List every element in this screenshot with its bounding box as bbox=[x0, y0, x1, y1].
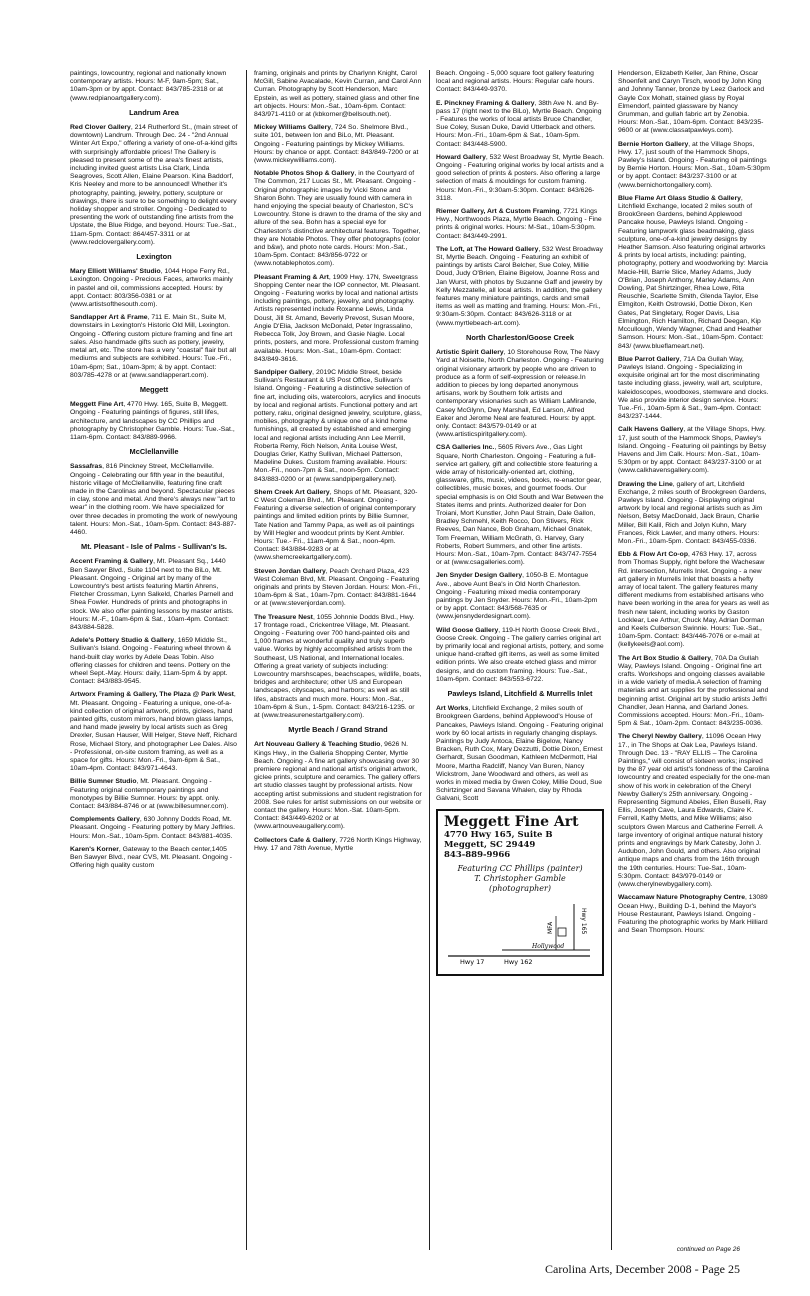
section-heading: Mt. Pleasant - Isle of Palms - Sullivan's Is. bbox=[81, 542, 227, 552]
section-heading: Meggett bbox=[139, 384, 169, 394]
gallery-listing bbox=[70, 314, 238, 380]
map-label-hwy17: Hwy 17 bbox=[460, 957, 485, 966]
column-divider bbox=[429, 70, 430, 1250]
gallery-name: Steven Jordan Gallery bbox=[254, 567, 326, 575]
listing-text: , in the Courtyard of The Common, 217 Lucas St., Mt. Pleasant. Ongoing - Original photographic images by Vicki Stone and Sharon Bohn. They are usually found with camera in hand enjoying the special beauty of Charleston, SC's Lowcountry. Stone is drawn to the drama of the sky and allure of the sea. Bohn has a special eye for Charleston's distinctive architectural features. Together, they are Notable Photos. They offer photographs (color and b&w), and photo note cards. Hours: Mon.-Sat., 10am-5pm. Contact: 843/856-9722 or (www.notablephotos.com). bbox=[254, 170, 422, 268]
listing-text: , 1909 Hwy. 17N, Sweetgrass Shopping Center near the IOP connector, Mt. Pleasant. Ongoing - Featuring works by local and national artists including paintings, pottery, jewelry, and photography. Artists represented include Roxanne Lewis, Linda Doust, Jill St. Amand, Beverly Prevost, Susan Moore, Angie D'Elia, Jackson McDonald, Peter Ingrassalino, Rebecca Tolk, Joy Brown, and Gasie Nagle. Local prints, posters, and more. Professional custom framing available. Hours: Mon.-Sat., 10am-6pm. Contact: 843/849-3616. bbox=[254, 273, 421, 363]
map-label-hwy162: Hwy 162 bbox=[504, 957, 533, 966]
ad-feature-painter: Featuring CC Phillips (painter) bbox=[457, 863, 583, 873]
listing-text: , 532 West Broadway St, Myrtle Beach. Ongoing - Featuring original works by local artists and a good selection of prints & posters. Also offering a large selection of mats & mouldings for custom framing. Hours: Mon.-Fri., 9:30am-5:30pm. Contact: 843/626-3118. bbox=[436, 153, 604, 202]
gallery-listing bbox=[618, 733, 770, 889]
listing-text: Henderson, Elizabeth Keller, Jan Rhine, Oscar Shoenfelt and Caryn Tirsch, wood by John King and Johnny Tanner, bronze by Leez Garlock and Gayle Cox Mohatt, stained glass by Royal Elmendorf, painted glassware by Nancy Grumman, and gullah fabric art by Zenobia. Hours: Mon.-Sat., 10am-6pm. Contact: 843/235-9600 or at (www.classatpawleys.com). bbox=[618, 70, 765, 135]
listing-text: , Mt. Pleasant. Ongoing - Featuring a unique, one-of-a-kind collection of original artwork, prints, giclees, hand painted gifts, custom mirrors, hand blown glass lamps, and hand made jewelry by local artists such as Greg Drexler, Susan Hauser, Will Helger, Steve Neff, Richard Rose, Michael Story, and photographer Lee Dales. Also - Professional, on-site custom framing, as well as a space for gifts. Hours: Mon.-Fri., 9am-6pm & Sat., 10am-4pm. Contact: 843/971-4643. bbox=[70, 691, 237, 773]
map-label-hwy165: Hwy 165 bbox=[580, 907, 587, 934]
gallery-name: Mary Elliott Williams' Studio bbox=[70, 268, 161, 276]
column-3 bbox=[436, 70, 604, 1250]
gallery-name: Pleasant Framing & Art bbox=[254, 273, 329, 281]
listing-text: , 4763 Hwy. 17, across from Thomas Supply, right before the Wachesaw Rd. intersection, Murrells Inlet. Ongoing - a new art gallery in Murrells Inlet that boasts a hefty array of local talent. The gallery features many different mediums from established artisans who have been working in the area for years as well as fresh new talent, including works by Gaston Locklear, Lee Arthur, Chuck May, Adrian Dorman and Keels Culberson Swinnie. Hours: Tue.-Sat., 10am-5pm. Contact: 843/446-7076 or e-mail at (kellykeels@aol.com). bbox=[618, 551, 770, 649]
page-footer: Carolina Arts, December 2008 - Page 25 bbox=[545, 1262, 740, 1276]
listing-text: , 816 Pinckney Street, McClellanville. Ongoing - Celebrating our fifth year in the beautiful, historic village of McClellanville, featuring fine craft made in the Carolinas and beyond. Spectacular pieces in clay, stone and metal. And there's always new "art to wear" in the clothing room. We have specialized for over three decades in promoting the work of new/young talent. Hours: Mon.-Sat., 10am-5pm. Contact: 843-887-4460. bbox=[70, 463, 238, 536]
ad-address-line-1: 4770 Hwy 165, Suite B bbox=[444, 829, 553, 840]
column-1 bbox=[70, 70, 238, 1250]
gallery-name: Collectors Cafe & Gallery bbox=[254, 836, 336, 844]
gallery-name: Red Clover Gallery bbox=[70, 124, 131, 132]
gallery-listing bbox=[618, 481, 770, 547]
gallery-listing bbox=[254, 489, 422, 563]
section-heading: McClellanville bbox=[129, 447, 179, 457]
listing-text: , 1659 Middle St., Sullivan's Island. Ongoing - Featuring wheel thrown & hand-built clay works by Adele Deas Tobin. Also offering classes for children and teens. Pottery on the wheel Sept.-May. Hours: daily, 11am-5pm & by appt. Contact: 843/883-9545. bbox=[70, 637, 232, 686]
listing-text: , Mt. Pleasant Sq., 1440 Ben Sawyer Blvd., Suite 1104 next to the BiLo, Mt. Pleasant. Ongoing - Original art by many of the Lowcountry's best artists featuring Martin Ahrens, Fletcher Crossman, Lynn Salkeld, Charles Parnell and Shea Fowler. Hundreds of prints and photographs in stock. We also offer painting lessons by master artists. Hours: M.-F., 10am-6pm & Sat., 10am-4pm. Contact: 843/884-5828. bbox=[70, 558, 234, 631]
gallery-name: Wild Goose Gallery bbox=[436, 626, 499, 634]
listing-text: , 1055 Johnnie Dodds Blvd., Hwy. 17 frontage road., Crickentree Village, Mt. Pleasant. Ongoing - Featuring over 700 hand-painted oils and 1,000 frames at wonderful quality and truly superb value. Works by highly accomplished artists from the Southeast, US National, and International locales. Offering a great variety of subjects including: Lowcountry marshscapes, beachscapes, wildlife, boats, bridges and architecture; other US and European landscapes, cityscapes, and harbors; as well as still lifes, abstracts and much more. Hours: Mon.-Sat., 10am-6pm & Sun., 1-5pm. Contact: 843/216-1235. or at (www.treasurenestartgallery.com). bbox=[254, 613, 422, 720]
gallery-listing bbox=[254, 369, 422, 484]
listing-text: paintings, lowcountry, regional and nationally known contemporary artists. Hours: M-F, 9am-5pm; Sat., 10am-3pm or by appt. Contact: 843/785-2318 or at (www.redpianoartgallery.com). bbox=[70, 70, 227, 102]
gallery-listing bbox=[254, 614, 422, 721]
ad-phone: 843-889-9966 bbox=[444, 849, 511, 860]
gallery-listing bbox=[436, 154, 604, 203]
section-heading: Myrtle Beach / Grand Strand bbox=[288, 725, 388, 735]
gallery-listing bbox=[254, 70, 422, 119]
gallery-name: Meggett Fine Art bbox=[70, 401, 124, 409]
gallery-name: Waccamaw Nature Photography Centre bbox=[618, 894, 746, 902]
gallery-listing bbox=[70, 778, 238, 811]
listing-text: , at the Village Shops, Hwy. 17, just south of the Hammock Shops, Pawley's Island. Ongoing - Featuring oil paintings by Bernie Horton. Hours: Mon.-Sat., 10am-5:30pm or by appt. Contact: 843/237-3100 or at (www.bernichortongallery.com). bbox=[618, 140, 770, 189]
section-heading: Lexington bbox=[136, 252, 172, 262]
gallery-name: Bernie Horton Gallery bbox=[618, 140, 689, 148]
gallery-name: Howard Gallery bbox=[436, 153, 486, 161]
gallery-name: Art Nouveau Gallery & Teaching Studio bbox=[254, 741, 381, 749]
gallery-listing bbox=[436, 572, 604, 621]
gallery-name: CSA Galleries Inc. bbox=[436, 444, 495, 452]
listing-text: , 1050-B E. Montague Ave., above Aunt Bea's in Old North Charleston. Ongoing - Featuring mixed media contemporary paintings by Jen Snyder. Hours: Mon.-Fri., 10am-2pm or by appt. Contact: 843/568-7635 or (www.jensnyderdesignart.com). bbox=[436, 572, 598, 621]
ad-feature-photographer: T. Christopher Gamble (photographer) bbox=[474, 873, 566, 893]
gallery-listing bbox=[254, 568, 422, 609]
gallery-listing bbox=[70, 691, 238, 773]
listing-text: , 532 West Broadway St, Myrtle Beach. Ongoing - Featuring an exhibit of paintings by artists Carol Belcher, Sue Coley, Millie Doud, Judy O'Brien, Elaine Bigelow, Joanne Ross and Jan Wurst, with photos by Suzanne Gaff and jewelry by Kelly Mezzatelle, all local artists. In addition, the gallery features many miniature paintings, cards and small items as well as matting and framing. Hours: Mon.-Fri., 9:30am-5:30pm. Contact: 843/626-3118 or at (www.myrtlebeach-art.com). bbox=[436, 245, 603, 327]
listing-text: , gallery of art, Litchfield Exchange, 2 miles south of Brookgreen Gardens, Pawleys Island. Ongoing - Displaying original artwork by local and regional artists such as Jim Nelson, Betsy MacDonald, Jack Braun, Charlie Miller, Bill Kalil, Rich and Jolyn Kuhn, Mary Frances, Rick Lawler, and many others. Hours: Mon.-Fri., 10am-5pm. Contact: 843/455-0336. bbox=[618, 480, 767, 545]
section-heading: Landrum Area bbox=[129, 107, 179, 117]
gallery-listing bbox=[436, 100, 604, 149]
gallery-listing bbox=[254, 170, 422, 268]
listing-text: , 11096 Ocean Hwy 17., in The Shops at Oak Lea, Pawleys Island. Through Dec. 13 - "RAY ELLIS – The Carolina Paintings," will consist of sixteen works; inspired by the 87 year old artist's fondness of the Carolina lowcountry and created especially for the one-man show of his work in celebration of the Cheryl Newby Gallery's 25th anniversary. Ongoing - Representing Sigmund Abeles, Ellen Buselli, Ray Ellis, Joseph Cave, Laura Edwards, Claire K. Ferrell, Kathy Metts, and Mike Williams; also sculptors Gwen Marcus and Catherine Ferrell. A large inventory of original antique natural history prints and engravings by Mark Catesby, John J. Audubon, John Gould, and others. Also original antique maps and charts from the 16th through the 19th centuries. Hours: Tue-Sat., 10am-5:30pm. Contact: 843/979-0149 or (www.cherylnewbygallery.com). bbox=[618, 733, 770, 889]
map-mfa-marker bbox=[558, 928, 566, 936]
gallery-name: Sandlapper Art & Frame bbox=[70, 314, 148, 322]
listing-text: , Litchfield Exchange, 2 miles south of Brookgreen Gardens, behind Applewood's House of Pancakes, Pawleys Island. Ongoing - Featuring original work by 60 local artists in regularly changing displays. Paintings by Judy Antoca, Elaine Bigelow, Nancy Bracken, Ruth Cox, Mary Dezzutti, Dottie Dixon, Ernest Gerhardt, Susan Goodman, Kathleen McDermott, Hal Moore, Martha Radcliff, Nancy Van Buren, Nancy Wickstrom, Jane Woodward and others, as well as works in mixed media by Gwen Coley, Millie Doud, Sue Schirtzinger and Savana Whalen, clay by Rhoda Galvani, Scott bbox=[436, 705, 603, 803]
gallery-listing bbox=[70, 463, 238, 537]
gallery-name: Billie Sumner Studio bbox=[70, 778, 137, 786]
gallery-name: Blue Parrot Gallery bbox=[618, 355, 680, 363]
listing-text: , 71A Da Gullah Way, Pawleys Island. Ongoing - Specializing in exquisite original art for the most discriminating taste including glass, jewelry, wall art, sculpture, kaleidoscopes, woodboxes, stemware and clocks. We also provide interior design service. Hours: Tue.-Fri., 10am-5pm & Sat., 9am-4pm. Contact: 843/237-1444. bbox=[618, 355, 769, 421]
listing-text: , 5605 Rivers Ave., Gas Light Square, North Charleston. Ongoing - Featuring a full-service art gallery, gift and collectible store featuring a wide array of historically-oriented art, clothing, glassware, gifts, music, videos, books, re-enactor gear, collectibles, music boxes, and gourmet foods. Our special emphasis is on Old South and War Between the States items and prints. Authorized dealer for Don Troiani, Mort Kunstler, John Paul Strain, Dale Gallon, Bradley Schmehl, Keith Rocco, Don Stivers, Rick Reeves, Dan Nance, Bob Graham, Michael Gnatek, Tom Freeman, William McGrath, G. Harvey, Gary Roberts, Robert Summers, and other fine artists. Hours: Mon.-Sat., 10am-7pm. Contact: 843/747-7554 or at (www.csagalleries.com). bbox=[436, 444, 604, 567]
gallery-name: Calk Havens Gallery bbox=[618, 426, 684, 434]
listing-text: , 4770 Hwy. 165, Suite B, Meggett. Ongoing - Featuring paintings of figures, still lifes, architecture, and landscapes by CC Phillips and photography by Christopher Gamble. Hours: Tue.-Sat., 11am-6pm. Contact: 843/889-9966. bbox=[70, 401, 235, 441]
gallery-name: Art Works bbox=[436, 705, 469, 713]
gallery-listing bbox=[436, 705, 604, 803]
gallery-listing bbox=[618, 195, 770, 351]
gallery-listing bbox=[436, 208, 604, 241]
gallery-listing bbox=[436, 627, 604, 684]
listing-text: , 13089 Ocean Hwy., Building D-1, behind the Mayor's House Restaurant, Pawleys Island. Ongoing - Featuring the photographic works by Mark Hilliard and Sean Thompson. Hours: bbox=[618, 894, 768, 935]
listing-text: , 7721 Kings Hwy., Northwoods Plaza, Myrtle Beach. Ongoing - Fine prints & original works. Hours: M-Sat., 10am-5:30pm. Contact: 843/449-2991. bbox=[436, 208, 602, 240]
gallery-name: Jen Snyder Design Gallery bbox=[436, 572, 523, 580]
column-divider bbox=[246, 70, 247, 1250]
listing-text: , 711 E. Main St., Suite M, downstairs in Lexington's Historic Old Mill, Lexington. Ongoing - Offering custom picture framing and fine art sales. Also handmade gifts such as pottery, jewelry, metal art, etc. The store has a very "coastal" flair but all mediums and subjects are exhibited. Hours: Tue.-Fri., 10am-6pm; Sat., 10am-3pm; & by appt. Contact: 803/785-4278 or at (www.sandlapperart.com). bbox=[70, 314, 237, 379]
listing-text: Beach. Ongoing - 5,000 square foot gallery featuring local and regional artists. Hours: Regular cafe hours. Contact: 843/449-9370. bbox=[436, 70, 595, 94]
gallery-name: The Art Box Studio & Gallery bbox=[618, 654, 712, 662]
continued-note: continued on Page 26 bbox=[676, 1246, 740, 1253]
gallery-listing bbox=[254, 124, 422, 165]
gallery-name: Mickey Williams Gallery bbox=[254, 124, 332, 132]
gallery-listing bbox=[70, 637, 238, 686]
gallery-listing bbox=[618, 70, 770, 136]
listing-text: , Peach Orchard Plaza, 423 West Coleman Blvd, Mt. Pleasant. Ongoing - Featuring originals and prints by Steven Jordan. Hours: Mon.-Fri., 10am-6pm & Sat., 10am-7pm. Contact: 843/881-1644 or at (www.stevenjordan.com). bbox=[254, 567, 421, 608]
map-label-mfa: MFA bbox=[547, 921, 554, 934]
listing-text: , Gateway to the Beach center,1405 Ben Sawyer Blvd., near CVS, Mt. Pleasant. Ongoing - Offering high quality custom bbox=[70, 845, 233, 870]
gallery-listing bbox=[618, 551, 770, 649]
gallery-listing bbox=[436, 70, 604, 95]
gallery-listing bbox=[70, 401, 238, 442]
gallery-name: Sassafras bbox=[70, 463, 103, 471]
listing-text: , 1044 Hope Ferry Rd., Lexington. Ongoing - Precious Faces, artworks mainly in pastel and oil, commissions accepted. Hours: by appt. Contact: 803/356-0381 or at (www.artistsofthesouth.com). bbox=[70, 268, 233, 309]
gallery-listing bbox=[254, 274, 422, 364]
map-label-hollywood: Hollywood bbox=[532, 942, 565, 950]
gallery-listing bbox=[70, 816, 238, 841]
gallery-listing bbox=[618, 356, 770, 422]
ad-address-line-2: Meggett, SC 29449 bbox=[444, 839, 536, 850]
gallery-listing bbox=[618, 894, 770, 935]
gallery-name: Artistic Spirit Gallery bbox=[436, 349, 504, 357]
ad-location-map bbox=[444, 898, 594, 968]
ad-title: Meggett Fine Art bbox=[444, 813, 579, 830]
listing-text: , 724 So. Shelmore Blvd., suite 101, between Ion and BiLo, Mt. Pleasant. Ongoing - Featuring paintings by Mickey Williams. Hours: by chance or appt. Contact: 843/849-7200 or at (www.mickeywilliams.com). bbox=[254, 124, 419, 165]
gallery-name: The Loft, at The Howard Gallery bbox=[436, 245, 539, 253]
column-2 bbox=[254, 70, 422, 1250]
gallery-listing bbox=[70, 268, 238, 309]
section-heading: North Charleston/Goose Creek bbox=[465, 332, 574, 342]
column-4 bbox=[618, 70, 770, 1250]
listing-text: , 38th Ave N. and By-pass 17 (right next to the BiLo), Myrtle Beach. Ongoing - Features the works of local artists Bruce Chandler, Sue Coley, Susan Duke, David Utterback and others. Hours: Mon.-Fri., 10am-6pm & Sat., 10am-5pm. Contact: 843/448-5900. bbox=[436, 99, 602, 148]
gallery-name: Accent Framing & Gallery bbox=[70, 558, 154, 566]
gallery-name: The Cheryl Newby Gallery bbox=[618, 733, 702, 741]
listing-text: , 70A Da Gullah Way, Pawleys Island. Ongoing - Original fine art crafts. Workshops and ongoing classes available in a wide variety of media.A selection of framing materials and art supplies for the professional and beginning artist. Original art by studio artists Jeffri Chandler, Jean Hanna, and Garland Jones. Commissions accepted. Hours: Mon.-Fri., 10am-5pm & Sat., 10am-2pm. Contact: 843/235-0036. bbox=[618, 654, 769, 728]
listing-text: , 214 Rutherford St., (main street of downtown) Landrum. Through Dec. 24 - "2nd Annual Winter Art Expo," offering a variety of one-of-a-kind gifts with surprisingly affordable prices! The Gallery is pleased to present some of the area's finest artists, including invited guest artists Lisa Clark, Linda Seagroves, Scott Allen, Elaine Pearson. Kina Baddorf, Kris Neeley and more to be announced! Whether it's photography, painting, jewelry, pottery, sculpture or drawings, there is sure to be something to delight every holiday shopper and stroller. Ongoing - Dedicated to presenting the work of outstanding fine artists from the Upstate, the Blue Ridge, and beyond. Hours: Tue.-Sat., 11am-5pm. Contact: 864/457-3311 or at (www.redclovergallery.com). bbox=[70, 124, 238, 246]
gallery-listing bbox=[70, 70, 238, 103]
page bbox=[70, 70, 770, 1260]
listing-text: , 119-H North Goose Creek Blvd., Goose Creek. Ongoing - The gallery carries original art by primarily local and regional artists, pottery, and some unique hand-crafted gift items, as well as some limited edition prints. We also create etched glass and mirror designs, and do custom framing. Hours: Tue.-Sat., 10am-6pm. Contact: 843/553-6722. bbox=[436, 626, 604, 683]
gallery-listing bbox=[618, 655, 770, 729]
gallery-listing bbox=[254, 741, 422, 831]
section-heading: Pawleys Island, Litchfield & Murrells Inlet bbox=[447, 689, 593, 699]
gallery-name: Karen's Korner bbox=[70, 845, 119, 853]
listing-text: framing, originals and prints by Charlynn Knight, Carol McGill, Sabine Avacalade, Kevin Curran, and Carol Ann Curran. Photography by Scott Henderson, Marc Epstein, as well as pottery, stained glass and other fine art objects. Hours: Mon.-Sat., 10am-6pm. Contact: 843/971-4110 or at (kbkorner@bellsouth.net). bbox=[254, 70, 422, 119]
column-divider bbox=[611, 70, 612, 1250]
listing-text: , Litchfield Exchange, located 2 miles south of BrookGreen Gardens, behind Applewood Pancake house, Pawleys Island. Ongoing - Featuring lampwork glass beadmaking, glass sculpture, one-of-a-kind jewelry designs by Heather Samson. Also featuring original artworks & prints by local artists, including: painting, photography, pottery and woodworking by: Marcia Macie-Hill, Barrie Slice, Marley Adams, Judy O'Brian, Joseph Anthony, Marley Adams, Ann Dowling, Pat Shirtzinger, Rhea Lowe, Rita Reuschle, Scarlette Smith, Glenda Taylor, Else Elmgiton, Keith Ostrowski, Dottie Dixon, Ken Gates, Pat Singletary, Roger Davis, Lisa Elmington, Rich Hamilton, Richard Deegan, Kip Mccullough, Wendy Wagner, Chad and Heather Samson. Hours: Mon.-Sat., 10am-5pm. Contact: 843/ (www.blueflameart.net). bbox=[618, 194, 768, 350]
listing-text: , 2019C Middle Street, beside Sullivan's Restaurant & US Post Office, Sullivan's Island. Ongoing - Featuring a distinctive selection of fine art, including oils, watercolors, acrylics and linocuts by local and regional artists. Functional pottery and art pottery, raku, original designed jewelry, sculpture, glass, mobiles, photography & unique one of a kind home furnishings, all created by established and emerging local and regional artists including Ann Lee Merrill, Roberta Remy, Rich Nelson, Anita Louise West, Douglas Grier, Kathy Sullivan, Michael Patterson, Madeline Dukes. Custom framing available. Hours: Mon.-Fri., noon-7pm & Sat., noon-5pm. Contact: 843/883-0200 or at (www.sandpipergallery.net). bbox=[254, 368, 422, 483]
listing-text: , 7726 North Kings Highway, Hwy. 17 and 78th Avenue, Myrtle bbox=[254, 836, 422, 852]
meggett-fine-art-ad bbox=[436, 809, 604, 976]
gallery-name: Complements Gallery bbox=[70, 816, 140, 824]
listing-text: , at the Village Shops, Hwy. 17, just south of the Hammock Shops, Pawley's Island. Ongoing - Featuring oil paintings by Betsy Havens and Jim Calk. Hours: Mon.-Sat., 10am-5:30pm or by appt. Contact: 843/237-3100 or at (www.calkhavensgallery.com). bbox=[618, 426, 767, 475]
gallery-name: E. Pinckney Framing & Gallery bbox=[436, 99, 535, 107]
gallery-name: Blue Flame Art Glass Studio & Gallery bbox=[618, 194, 741, 202]
gallery-listing bbox=[254, 837, 422, 853]
gallery-listing bbox=[436, 444, 604, 567]
gallery-listing bbox=[70, 846, 238, 871]
gallery-listing bbox=[436, 349, 604, 439]
gallery-name: Shem Creek Art Gallery bbox=[254, 488, 330, 496]
gallery-listing bbox=[70, 124, 238, 247]
listing-text: , 630 Johnny Dodds Road, Mt. Pleasant. Ongoing - Featuring pottery by Mary Jeffries. Hours: Mon.-Sat., 10am-5pm. Contact: 843/881-4035. bbox=[70, 816, 235, 840]
gallery-listing bbox=[436, 246, 604, 328]
gallery-name: Drawing the Line bbox=[618, 480, 673, 488]
gallery-name: Sandpiper Gallery bbox=[254, 368, 313, 376]
gallery-name: Artworx Framing & Gallery, The Plaza @ Park West bbox=[70, 691, 234, 699]
gallery-listing bbox=[618, 141, 770, 190]
gallery-listing bbox=[618, 426, 770, 475]
gallery-name: Notable Photos Shop & Gallery bbox=[254, 170, 355, 178]
gallery-name: The Treasure Nest bbox=[254, 613, 313, 621]
gallery-name: Ebb & Flow Art Co-op bbox=[618, 551, 688, 559]
listing-text: , Shops of Mt. Pleasant, 320-C West Coleman Blvd., Mt. Pleasant. Ongoing - Featuring a diverse selection of original contemporary paintings and limited edition prints by Billie Sumner, Tate Nation and Tammy Papa, as well as oil paintings by Will Hegler and woodcut prints by Kent Ambler. Hours: Tue.- Fri., 11am-4pm & Sat., noon-4pm. Contact: 843/884-9283 or at (www.shemcreekartgallery.com). bbox=[254, 488, 418, 562]
gallery-name: Adele's Pottery Studio & Gallery bbox=[70, 637, 174, 645]
gallery-name: Riemer Gallery, Art & Custom Framing bbox=[436, 208, 560, 216]
listing-text: , Mt. Pleasant. Ongoing - Featuring original contemporary paintings and monotypes by Billie Sumner. Hours: by appt. only. Contact: 843/884-8746 or at (www.billesumner.com). bbox=[70, 778, 229, 811]
listing-text: , 9626 N. Kings Hwy., in the Galleria Shopping Center, Myrtle Beach. Ongoing - A fine art gallery showcasing over 30 premiere regional and national artist's original artwork, giclee prints, sculpture and ceramics. The gallery offers art studio classes taught by professional artists. Now accepting artist submissions and student registration for 2008. See rules for artist submissions on our website or contact the gallery. Hours: Mon.-Sat. 10am-5pm. Contact: 843/449-6202 or at (www.artnouveaugallery.com). bbox=[254, 741, 422, 831]
listing-text: , 10 Storehouse Row, The Navy Yard at Noisette, North Charleston. Ongoing - Featuring original visionary artwork by people who are driven to produce as a form of self-expression or release.In addition to pieces by long departed anonymous artisans, work by Southern folk artists and contemporary visionaries such as William LaMirande, Casey McGlynn, Dwy Marshall, Ed Larson, Alfred Eaker and Jerome Neal are featured. Hours: by appt. only. Contact: 843/579-0149 or at (www.artisticspiritgallery.com). bbox=[436, 349, 604, 439]
gallery-listing bbox=[70, 558, 238, 632]
